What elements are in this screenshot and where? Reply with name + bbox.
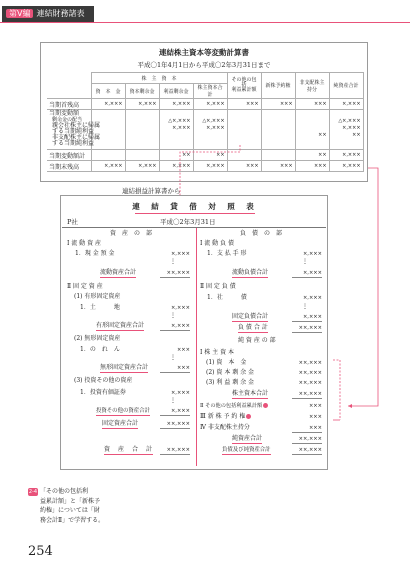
fixed-assets-total-value: ××,××× (160, 420, 190, 429)
nci-value: ××× (292, 424, 322, 433)
investments-total-label: 投資その他の資産合計 (96, 408, 150, 414)
liabilities-header: 負 債 の 部 (240, 230, 283, 237)
bonds-value: ×,××× (302, 295, 322, 301)
side-note: 「その他の包括利 益累計額」と「新株予 約権」については「財 務会計Ⅱ」で学習する。 (40, 488, 105, 524)
aoci-label: Ⅱ その他の包括利益累計額 (200, 402, 268, 410)
shareholders-equity-header: 株 主 資 本 (91, 73, 227, 84)
balance-sheet-date: 平成〇2年3月31日 (160, 218, 216, 226)
investments-total-value: ×,××× (160, 407, 190, 416)
col-capital: 資 本 金 (91, 84, 125, 99)
shareholders-total-value: ××,××× (292, 390, 322, 399)
part-label: 第Ⅴ編 (6, 9, 33, 18)
page-number: 254 (28, 544, 53, 559)
note-marker-icon (263, 403, 268, 408)
dots-1: ⋮ (170, 258, 176, 265)
capital-surplus-label: (2) 資 本 剰 余 金 (206, 369, 255, 376)
col-shareholders-total: 株主資本合計 (193, 84, 227, 99)
intangible-total-value: ××× (160, 364, 190, 373)
current-assets-total-label: 流動資産合計 (100, 269, 137, 276)
current-assets-total-value: ××,××× (160, 269, 190, 278)
net-assets-total-value: ××,××× (292, 435, 322, 444)
warrants-value: ××× (308, 414, 322, 420)
aoci-value: ××× (308, 403, 322, 409)
capital-surplus-value: ××,××× (298, 370, 322, 376)
fixed-liabilities-total-value: ×,××× (292, 313, 322, 322)
warrants-label: Ⅲ 新 株 予 約 権 (200, 413, 251, 421)
land-label: 1．土 地 (80, 304, 120, 311)
capital-stock-value: ××,××× (298, 360, 322, 366)
dots-4: ⋮ (170, 397, 176, 404)
current-liabilities-label: Ⅰ 流 動 負 債 (200, 240, 234, 247)
dots-3: ⋮ (170, 354, 176, 361)
cash-value: ×,××× (170, 251, 190, 257)
intangible-assets-label: (2) 無形固定資産 (74, 335, 121, 342)
equity-statement-period: 平成〇1年4月1日から平成〇2年3月31日まで (137, 61, 271, 69)
goodwill-value: ××× (176, 347, 190, 353)
grand-total-label: 負債及び純資産合計 (222, 447, 271, 453)
tangible-assets-label: (1) 有形固定資産 (74, 293, 121, 300)
fixed-assets-total-label: 固定資産合計 (102, 420, 139, 427)
current-liabilities-total-label: 流動負債合計 (232, 269, 269, 276)
dots-5: ⋮ (302, 258, 308, 265)
land-value: ×,××× (170, 305, 190, 311)
tangible-total-value: ×,××× (160, 322, 190, 331)
company-name: P社 (67, 218, 78, 226)
intangible-total-label: 無形固定資産合計 (100, 364, 149, 371)
grand-total-value: ××,××× (292, 446, 322, 455)
col-aoci: その他の包括 利益累計額 (227, 73, 261, 99)
row-beginning-balance: 当期首残高 ×,××× ×,××× ×,××× ×,××× ××× ××× ××× ×,××× (47, 99, 363, 110)
balance-sheet-title: 連 結 貸 借 対 照 表 (132, 202, 256, 211)
connector-label: 連結損益計算書から (122, 187, 181, 195)
shareholders-total-label: 株主資本合計 (232, 390, 269, 397)
retained-earnings-label: (3) 利 益 剰 余 金 (206, 379, 255, 386)
row-ending-balance: 当期末残高 ×,××× ×,××× ×,××× ×,××× ××× ××× ××× ×,××× (47, 161, 363, 172)
capital-stock-label: (1) 資 本 金 (206, 359, 247, 366)
total-assets-value: ××,××× (160, 446, 190, 455)
fixed-liabilities-label: Ⅱ 固 定 負 債 (200, 283, 236, 290)
balance-sheet-title-underline (135, 213, 255, 214)
investments-label: (3) 投資その他の資産 (74, 377, 133, 384)
securities-value: ×,××× (170, 390, 190, 396)
current-assets-label: Ⅰ 流 動 資 産 (67, 240, 101, 247)
tangible-total-label: 有形固定資産合計 (96, 322, 145, 329)
note-number-badge: 2-4 (28, 489, 38, 495)
equity-statement-title: 連結株主資本等変動計算書 (159, 48, 249, 57)
col-nci: 非支配株主持分 (295, 73, 329, 99)
row-total-changes: 当期変動額計 ×× ×× ×× ×,××× (47, 150, 363, 161)
col-capital-surplus: 資本剰余金 (125, 84, 159, 99)
nci-label: Ⅳ 非支配株主持分 (200, 424, 250, 431)
net-assets-header: 純 資 産 の 部 (238, 337, 276, 344)
col-retained-earnings: 利益剰余金 (159, 84, 193, 99)
notes-payable-value: ×,××× (302, 251, 322, 257)
dots-6: ⋮ (302, 303, 308, 310)
col-net-assets: 純資産合計 (329, 73, 363, 99)
goodwill-label: 1．の れ ん (80, 346, 120, 353)
total-assets-label: 資 産 合 計 (104, 446, 154, 453)
assets-header: 資 産 の 部 (110, 230, 153, 237)
row-changes: 当期変動額 剰余金の配当 親会社株主に帰属 する当期純利益 非支配株主に帰属 する当期純利益 △×,××× ×,××× △×,××× ×,××× ×× △×,××× ×,××× ×× (47, 110, 363, 150)
total-liabilities-label: 負 債 合 計 (238, 324, 268, 331)
net-assets-total-label: 純資産合計 (232, 435, 263, 442)
shareholders-equity-label: Ⅰ 株 主 資 本 (200, 349, 234, 356)
bonds-label: 1．社 債 (207, 294, 247, 301)
retained-earnings-value: ××,××× (298, 380, 322, 386)
total-liabilities-value: ××,××× (292, 324, 322, 333)
fixed-liabilities-total-label: 固定負債合計 (232, 313, 269, 320)
col-warrants: 新株予約権 (261, 73, 295, 99)
cash-label: 1．現 金 預 金 (75, 250, 115, 257)
balance-sheet-frame (60, 195, 328, 470)
center-divider (196, 228, 197, 466)
securities-label: 1．投資有価証券 (80, 389, 126, 396)
fixed-assets-label: Ⅱ 固 定 資 産 (67, 283, 103, 290)
notes-payable-label: 1．支 払 手 形 (207, 250, 247, 257)
note-marker-icon (246, 414, 251, 419)
dots-2: ⋮ (170, 312, 176, 319)
header-divider (62, 227, 326, 228)
current-liabilities-total-value: ×,××× (292, 269, 322, 278)
section-title: 連結財務諸表 (36, 9, 85, 18)
